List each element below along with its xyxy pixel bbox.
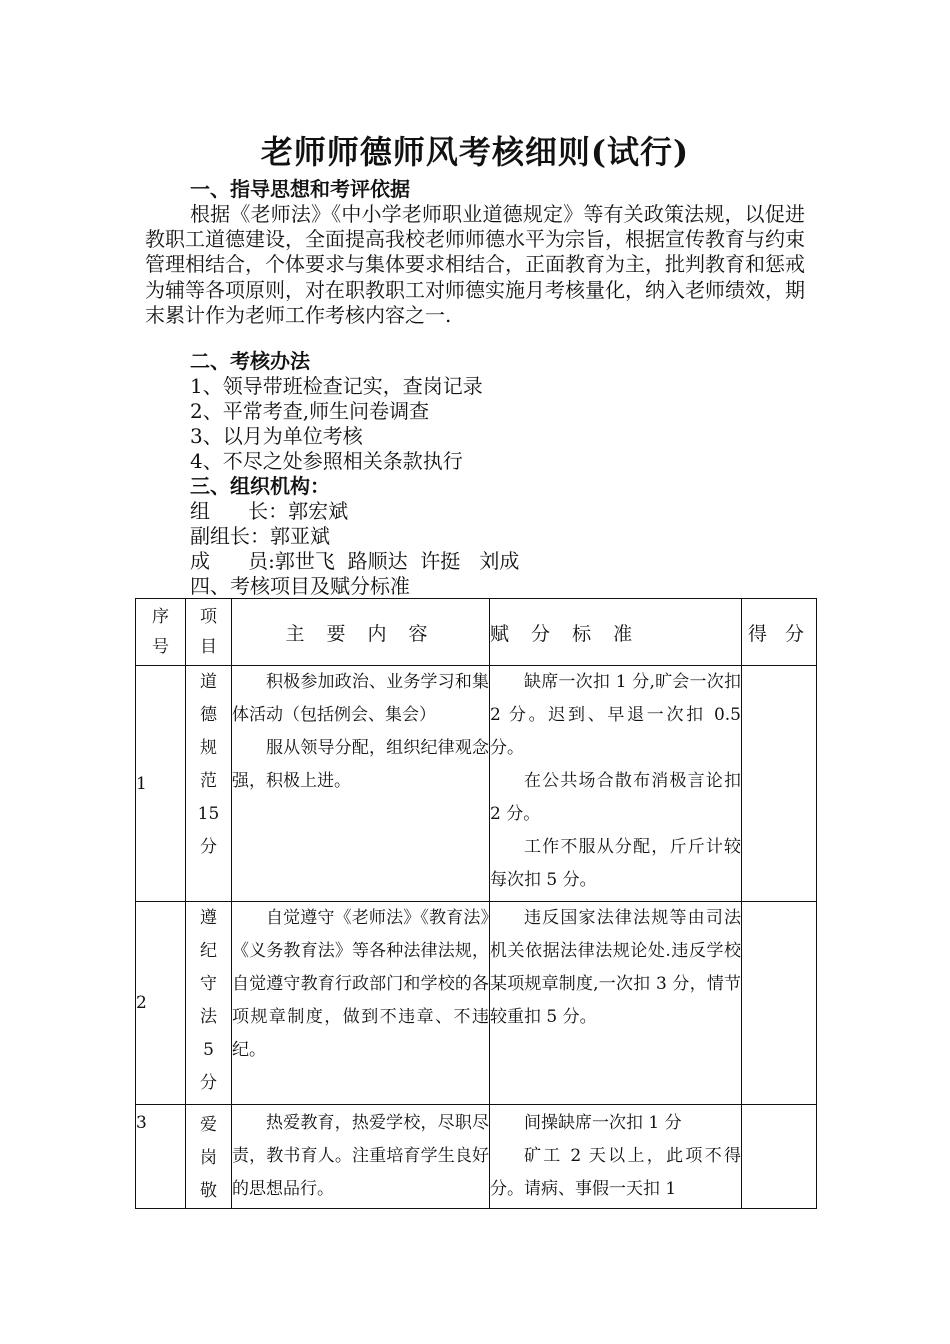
row-item-char: 范 bbox=[200, 771, 217, 791]
standard-paragraph: 工作不服从分配，斤斤计较每次扣 5 分。 bbox=[490, 837, 741, 890]
header-standard: 赋 分 标 准 bbox=[490, 599, 742, 666]
row-item bbox=[186, 666, 232, 902]
section3-heading: 三、组织机构： bbox=[190, 474, 330, 498]
header-seq-line: 号 bbox=[152, 637, 169, 657]
row-seq: 2 bbox=[136, 902, 186, 1105]
header-content: 主 要 内 容 bbox=[232, 599, 490, 666]
assessment-table bbox=[135, 598, 817, 1209]
section1-heading: 一、指导思想和考评依据 bbox=[190, 177, 410, 201]
header-item-line: 项 bbox=[200, 607, 217, 627]
row-content bbox=[232, 1105, 490, 1209]
section4-heading: 四、考核项目及赋分标准 bbox=[190, 574, 410, 598]
standard-paragraph: 违反国家法律法规等由司法机关依据法律法规论处.违反学校某项规章制度,一次扣 3 分，情节较重扣 5 分。 bbox=[490, 908, 741, 1027]
row-item-char: 15 bbox=[197, 804, 220, 824]
row-seq: 1 bbox=[136, 666, 186, 902]
row-standard bbox=[490, 1105, 742, 1209]
header-item-line: 目 bbox=[200, 637, 217, 657]
standard-paragraph: 矿工 2 天以上，此项不得分。请病、事假一天扣 1 bbox=[490, 1146, 741, 1199]
table-header-row bbox=[136, 599, 817, 666]
row-content bbox=[232, 902, 490, 1105]
org-leader: 组 长：郭宏斌 bbox=[190, 499, 349, 523]
row-score bbox=[742, 666, 817, 902]
method-item: 1、领导带班检查记实，查岗记录 bbox=[190, 374, 483, 398]
row-standard bbox=[490, 666, 742, 902]
row-item-char: 分 bbox=[200, 837, 217, 857]
section2-heading: 二、考核办法 bbox=[190, 349, 310, 373]
row-standard bbox=[490, 902, 742, 1105]
org-deputy: 副组长：郭亚斌 bbox=[190, 524, 330, 548]
document-title: 老师师德师风考核细则(试行) bbox=[260, 133, 690, 171]
row-item-char: 法 bbox=[200, 1007, 217, 1027]
row-item-char: 道 bbox=[200, 672, 217, 692]
content-paragraph: 积极参加政治、业务学习和集体活动（包括例会、集会） bbox=[232, 672, 489, 725]
row-score bbox=[742, 902, 817, 1105]
method-item: 3、以月为单位考核 bbox=[190, 424, 363, 448]
standard-paragraph: 缺席一次扣 1 分,旷会一次扣 2 分。迟到、早退一次扣 0.5 分。 bbox=[490, 672, 741, 758]
row-item bbox=[186, 902, 232, 1105]
org-members: 成 员:郭世飞 路顺达 许挺 刘成 bbox=[190, 549, 520, 573]
row-item-char: 德 bbox=[200, 705, 217, 725]
header-seq bbox=[136, 599, 186, 666]
method-item: 4、不尽之处参照相关条款执行 bbox=[190, 449, 463, 473]
table-row bbox=[136, 902, 817, 1105]
section1-body: 根据《老师法》《中小学老师职业道德规定》等有关政策法规，以促进教职工道德建设，全面提高我校老师师德水平为宗旨，根据宣传教育与约束管理相结合，个体要求与集体要求相结合，正面教育为主，批判教育和惩戒为辅等各项原则，对在职教职工对师德实施月考核量化，纳入老师绩效，期末累计作为老师工作考核内容之一. bbox=[145, 202, 805, 327]
table-row bbox=[136, 666, 817, 902]
row-item-char: 遵 bbox=[200, 908, 217, 928]
header-score: 得 分 bbox=[742, 599, 817, 666]
method-item: 2、平常考查,师生问卷调查 bbox=[190, 399, 430, 423]
row-score bbox=[742, 1105, 817, 1209]
row-item-char: 岗 bbox=[200, 1148, 217, 1168]
header-seq-line: 序 bbox=[152, 607, 169, 627]
row-seq: 3 bbox=[136, 1105, 186, 1209]
row-item-char: 5 bbox=[203, 1040, 214, 1060]
row-item-char: 爱 bbox=[200, 1115, 217, 1135]
row-content bbox=[232, 666, 490, 902]
standard-paragraph: 在公共场合散布消极言论扣 2 分。 bbox=[490, 771, 741, 824]
row-item-char: 守 bbox=[200, 974, 217, 994]
table-row bbox=[136, 1105, 817, 1209]
row-item-char: 敬 bbox=[200, 1181, 217, 1201]
row-item bbox=[186, 1105, 232, 1209]
content-paragraph: 服从领导分配，组织纪律观念强，积极上进。 bbox=[232, 738, 489, 791]
content-paragraph: 自觉遵守《老师法》《教育法》《义务教育法》等各种法律法规，自觉遵守教育行政部门和学校的各项规章制度，做到不违章、不违纪。 bbox=[232, 908, 489, 1060]
row-item-char: 规 bbox=[200, 738, 217, 758]
row-item-char: 分 bbox=[200, 1073, 217, 1093]
row-item-char: 纪 bbox=[200, 941, 217, 961]
content-paragraph: 热爱教育，热爱学校，尽职尽责，教书育人。注重培育学生良好的思想品行。 bbox=[232, 1113, 489, 1199]
standard-paragraph: 间操缺席一次扣 1 分 bbox=[524, 1113, 682, 1133]
header-item bbox=[186, 599, 232, 666]
